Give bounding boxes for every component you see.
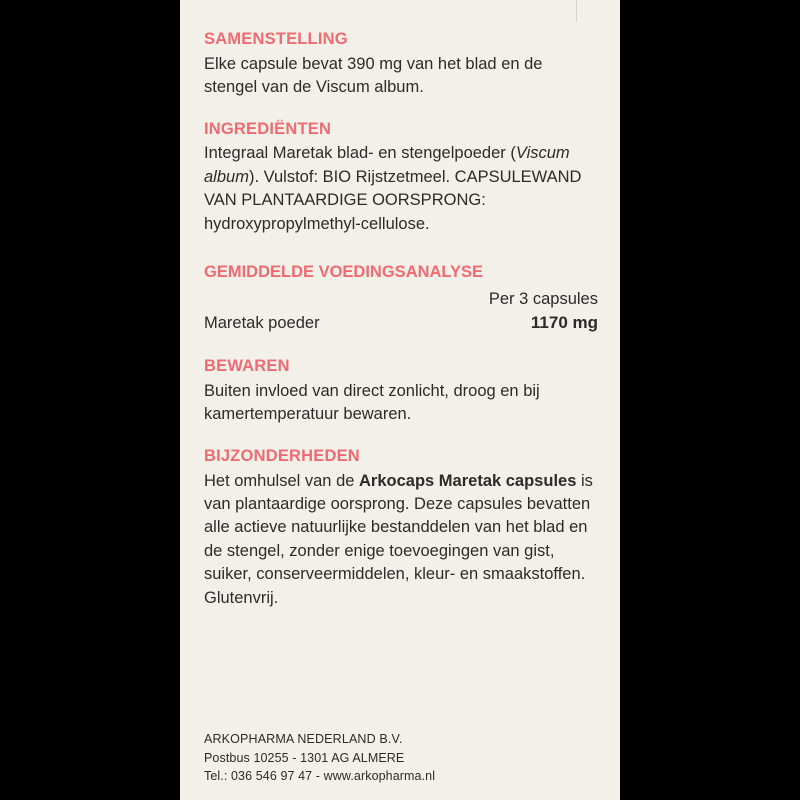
footer-contact: Tel.: 036 546 97 47 - www.arkopharma.nl bbox=[204, 769, 436, 784]
section-ingredienten bbox=[204, 120, 598, 236]
footer-address: Postbus 10255 - 1301 AG ALMERE bbox=[204, 750, 405, 765]
section-bewaren bbox=[204, 357, 598, 427]
product-label-panel bbox=[180, 0, 620, 800]
details-product-name: Arkocaps Maretak capsules bbox=[359, 471, 577, 490]
nutrient-value: 1170 mg bbox=[530, 313, 598, 333]
nutrition-table bbox=[204, 290, 598, 337]
ingredients-latin-name: Viscum album bbox=[204, 144, 570, 186]
text-bijzonderheden bbox=[204, 470, 598, 611]
nutrient-name: Maretak poeder bbox=[204, 314, 320, 333]
footer-company-name: ARKOPHARMA NEDERLAND B.V. bbox=[204, 731, 403, 746]
heading-bijzonderheden: BIJZONDERHEDEN bbox=[204, 446, 360, 465]
spacer bbox=[204, 250, 598, 263]
text-samenstelling: Elke capsule bevat 390 mg van het blad en de stengel van de Viscum album. bbox=[204, 54, 543, 97]
nutrition-column-header: Per 3 capsules bbox=[488, 290, 598, 309]
heading-ingredienten: INGREDIËNTEN bbox=[204, 119, 332, 138]
table-header-row bbox=[204, 290, 598, 313]
section-samenstelling bbox=[204, 30, 598, 100]
heading-samenstelling: SAMENSTELLING bbox=[204, 30, 348, 48]
section-bijzonderheden bbox=[204, 447, 598, 610]
details-text-post: is van plantaardige oorsprong. Deze capsules bevatten alle actieve natuurlijke bestanddelen van het blad en de stengel, zonder enige toevoegingen van gist, suiker, conserveermiddelen, kleur- en smaakstoffen. Glutenvrij. bbox=[204, 471, 593, 607]
section-voedingsanalyse bbox=[204, 263, 598, 337]
ingredients-text-post: ). Vulstof: BIO Rijstzetmeel. CAPSULEWAND VAN PLANTAARDIGE OORSPRONG: hydroxypropylmethyl-cellulose. bbox=[204, 167, 582, 233]
ingredients-text-pre: Integraal Maretak blad- en stengelpoeder ( bbox=[204, 144, 516, 163]
heading-voedingsanalyse: GEMIDDELDE VOEDINGSANALYSE bbox=[204, 263, 484, 282]
details-text-pre: Het omhulsel van de bbox=[204, 471, 360, 490]
nutrition-empty-header bbox=[204, 290, 407, 313]
heading-bewaren: BEWAREN bbox=[204, 357, 290, 376]
text-bewaren: Buiten invloed van direct zonlicht, droog en bij kamertemperatuur bewaren. bbox=[204, 381, 540, 424]
table-row bbox=[204, 313, 598, 337]
text-ingredienten bbox=[204, 142, 598, 236]
footer-block bbox=[204, 730, 604, 786]
fold-line-divider bbox=[576, 0, 577, 22]
